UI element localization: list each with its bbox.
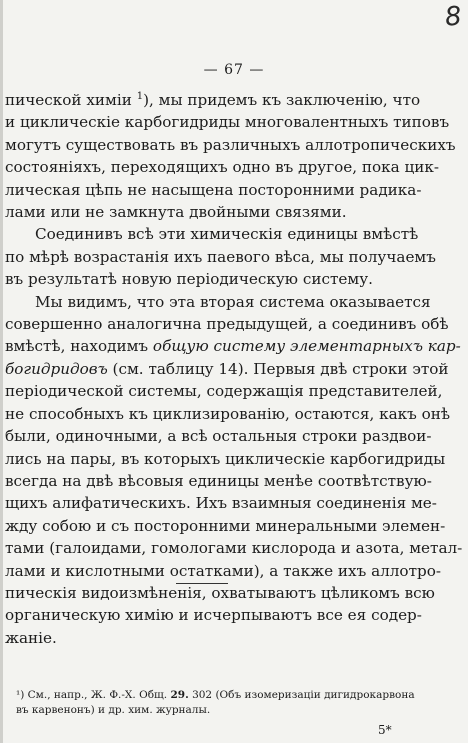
handwritten-page-mark: 8 xyxy=(443,1,464,33)
text-line: въ результатѣ новую періодическую систему. xyxy=(5,270,373,289)
text-line: щихъ алифатическихъ. Ихъ взаимныя соединенія ме- xyxy=(5,494,437,513)
paragraph-2 xyxy=(5,223,436,290)
text-line: пической химіи $^1$), мы придемъ къ заключенію, что xyxy=(5,91,421,109)
italic-term: общую систему элементарныхъ кар- xyxy=(152,337,461,356)
page-binding-edge xyxy=(0,0,3,743)
text-line: тами (галоидами, гомологами кислорода и азота, метал- xyxy=(5,539,463,558)
text-line: Соединивъ всѣ эти химическія единицы вмѣстѣ xyxy=(35,225,419,244)
text-line: жду собою и съ посторонними минеральными элемен- xyxy=(5,516,446,535)
text-line: всегда на двѣ вѣсовыя единицы менѣе соотвѣтствую- xyxy=(5,471,432,490)
text-line: лами и кислотными остатками), а также ихъ аллотро- xyxy=(5,561,441,580)
printer-signature: 5* xyxy=(378,723,392,737)
text-line: были, одиночными, а всѣ остальныя строки раздвои- xyxy=(5,427,432,446)
text-line: лами или не замкнута двойными связями. xyxy=(5,203,347,222)
footnote-line: въ карвенонъ) и др. хим. журналы. xyxy=(16,703,211,716)
paragraph-1 xyxy=(5,86,456,223)
text-line: и циклическіе карбогидриды многовалентныхъ типовъ xyxy=(5,113,450,132)
text-line: не способныхъ къ циклизированію, остаются, какъ онѣ xyxy=(5,404,451,423)
italic-term: богидридовъ xyxy=(5,359,108,378)
paragraph-3 xyxy=(5,291,463,650)
page-number: — 67 — xyxy=(203,62,265,78)
text-line: лическая цѣпь не насыщена посторонними радика- xyxy=(5,180,422,199)
text-line: вмѣстѣ, находимъ общую систему элементарныхъ кар- xyxy=(5,337,461,356)
text-line: по мѣрѣ возрастанія ихъ паевого вѣса, мы получаемъ xyxy=(5,247,436,266)
text-line: богидридовъ (см. таблицу 14). Первыя двѣ строки этой xyxy=(5,359,449,378)
text-line: лись на пары, въ которыхъ циклическіе карбогидриды xyxy=(5,449,446,468)
text-line: пическія видоизмѣненія, охватываютъ цѣликомъ всю xyxy=(5,583,435,602)
text-line: жаніе. xyxy=(5,628,57,647)
text-line: могутъ существовать въ различныхъ аллотропическихъ xyxy=(5,135,456,154)
body-text xyxy=(5,86,463,649)
text-line: періодической системы, содержащія представителей, xyxy=(5,382,443,401)
footnote xyxy=(16,688,415,717)
text-line: Мы видимъ, что эта вторая система оказывается xyxy=(35,292,431,311)
text-line: совершенно аналогична предыдущей, а соединивъ обѣ xyxy=(5,315,449,334)
footnote-line: ¹) См., напр., Ж. Ф.-Х. Общ. 29. 302 (Объ изомеризаціи дигидрокарвона xyxy=(16,689,415,701)
text-line: состояніяхъ, переходящихъ одно въ другое, пока цик- xyxy=(5,158,440,177)
section-divider xyxy=(176,583,228,584)
volume-number: 29. xyxy=(170,689,189,701)
footnote-marker: ¹) xyxy=(16,689,25,701)
footnote-ref[interactable]: 1 xyxy=(136,91,144,102)
text-line: органическую химію и исчерпываютъ все ея содер- xyxy=(5,606,422,625)
